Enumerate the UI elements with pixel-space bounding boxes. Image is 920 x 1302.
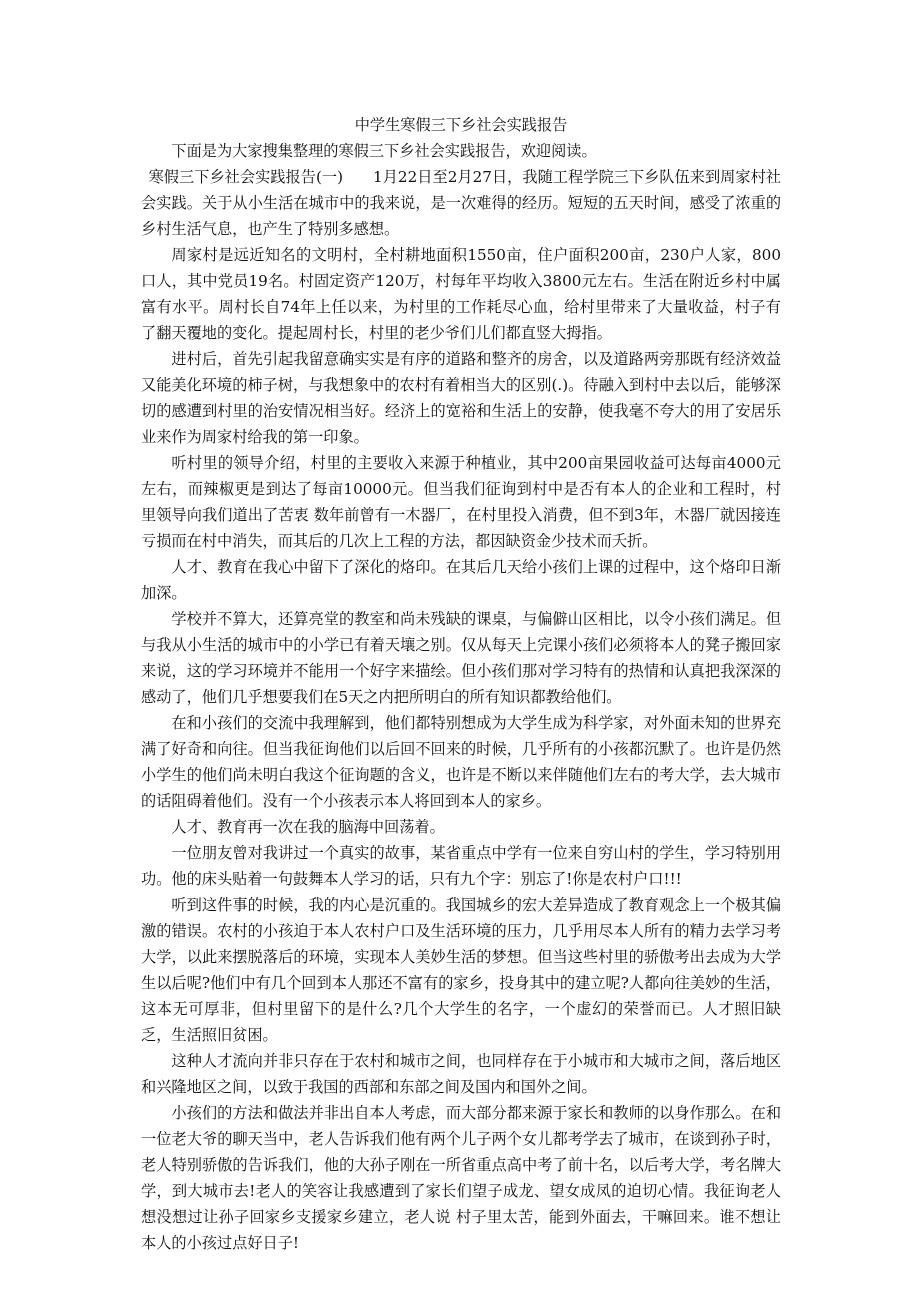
first-paragraph [141, 164, 781, 242]
paragraph-6: 学校并不算大，还算亮堂的教室和尚未残缺的课桌，与偏僻山区相比，以令小孩们满足。但与我从小生活的城市中的小学已有着天壤之别。仅从每天上完课小孩们必须将本人的凳子搬回家来说，这的学习环境并不能用一个好字来描绘。但小孩们那对学习特有的热情和认真把我深深的感动了，他们几乎想要我们在5天之内把所明白的所有知识都教给他们。 [141, 610, 781, 706]
paragraph-12: 小孩们的方法和做法并非出自本人考虑，而大部分都来源于家长和教师的以身作那么。在和一位老大爷的聊天当中，老人告诉我们他有两个儿子两个女儿都考学去了城市，在谈到孙子时，老人特别骄傲的告诉我们，他的大孙子刚在一所省重点高中考了前十名，以后考大学，考名牌大学，到大城市去!老人的笑容让我感遭到了家长们望子成龙、望女成凤的迫切心情。我征询老人想没想过让孙子回家乡支援家乡建立，老人说 村子里太苦，能到外面去，干嘛回来。谁不想让本人的小孩过点好日子! [141, 1104, 781, 1252]
paragraph-11: 这种人才流向并非只存在于农村和城市之间，也同样存在于小城市和大城市之间，落后地区和兴隆地区之间，以致于我国的西部和东部之间及国内和国外之间。 [141, 1052, 781, 1096]
document-body [141, 112, 781, 1256]
paragraph-3: 进村后，首先引起我留意确实实是有序的道路和整齐的房舍，以及道路两旁那既有经济效益又能美化环境的柿子树，与我想象中的农村有着相当大的区别(.)。待融入到村中去以后，能够深切的感遭到村里的治安情况相当好。经济上的宽裕和生活上的安静，使我毫不夸大的用了安居乐业来作为周家村给我的第一印象。 [141, 350, 781, 446]
section-heading: 寒假三下乡社会实践报告(一) [148, 168, 344, 186]
paragraph-4: 听村里的领导介绍，村里的主要收入来源于种植业，其中200亩果园收益可达每亩4000元左右，而辣椒更是到达了每亩10000元。但当我们征询到村中是否有本人的企业和工程时，村里领导向我们道出了苦衷 数年前曾有一木器厂，在村里投入消费，但不到3年，木器厂就因接连亏损而在村中消失，而其后的几次上工程的方法，都因缺资金少技术而夭折。 [141, 454, 781, 550]
paragraph-8: 人才、教育再一次在我的脑海中回荡着。 [171, 818, 445, 836]
paragraph-1: 1月22日至2月27日，我随工程学院三下乡队伍来到周家村社会实践。关于从小生活在城市中的我来说，是一次难得的经历。短短的五天时间，感受了浓重的乡村生活气息，也产生了特别多感想。 [141, 168, 781, 238]
paragraph-7: 在和小孩们的交流中我理解到，他们都特别想成为大学生成为科学家，对外面未知的世界充满了好奇和向往。但当我征询他们以后回不回来的时候，几乎所有的小孩都沉默了。也许是仍然小学生的他们尚未明白我这个征询题的含义，也许是不断以来伴随他们左右的考大学，去大城市的话阻碍着他们。没有一个小孩表示本人将回到本人的家乡。 [141, 714, 781, 810]
paragraph-5: 人才、教育在我心中留下了深化的烙印。在其后几天给小孩们上课的过程中，这个烙印日渐加深。 [141, 558, 781, 602]
paragraph-2: 周家村是远近知名的文明村，全村耕地面积1550亩，住户面积200亩，230户人家，800口人，其中党员19名。村固定资产120万，村每年平均收入3800元左右。生活在附近乡村中属富有水平。周村长自74年上任以来，为村里的工作耗尽心血，给村里带来了大量收益，村子有了翻天覆地的变化。提起周村长，村里的老少爷们儿们都直竖大拇指。 [141, 246, 781, 342]
intro-paragraph: 下面是为大家搜集整理的寒假三下乡社会实践报告，欢迎阅读。 [171, 142, 597, 160]
paragraph-10: 听到这件事的时候，我的内心是沉重的。我国城乡的宏大差异造成了教育观念上一个极其偏激的错误。农村的小孩迫于本人农村户口及生活环境的压力，几乎用尽本人所有的精力去学习考大学，以此来摆脱落后的环境，实现本人美妙生活的梦想。但当这些村里的骄傲考出去成为大学生以后呢?他们中有几个回到本人那还不富有的家乡，投身其中的建立呢?人都向往美妙的生活，这本无可厚非，但村里留下的是什么?几个大学生的名字，一个虚幻的荣誉而已。人才照旧缺乏，生活照旧贫困。 [141, 896, 781, 1044]
page-title: 中学生寒假三下乡社会实践报告 [354, 116, 568, 134]
paragraph-9: 一位朋友曾对我讲过一个真实的故事，某省重点中学有一位来自穷山村的学生，学习特别用功。他的床头贴着一句鼓舞本人学习的话，只有九个字：别忘了!你是农村户口!!! [141, 844, 781, 888]
